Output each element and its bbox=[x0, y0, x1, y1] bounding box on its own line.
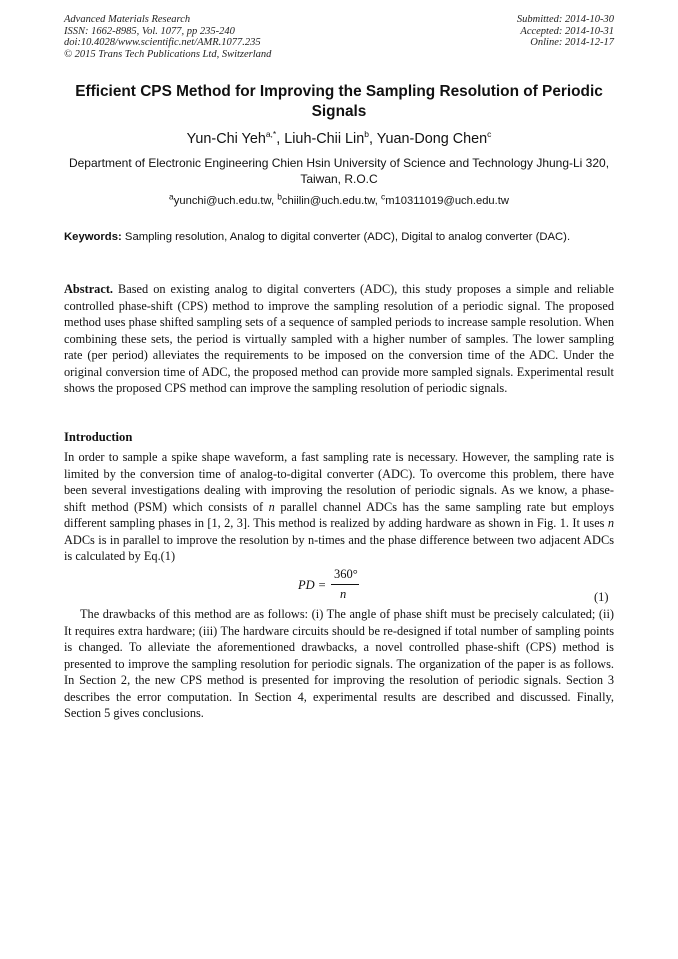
submitted-date: Submitted: 2014-10-30 bbox=[516, 14, 614, 25]
keywords-block bbox=[64, 230, 614, 245]
author-affiliation-mark: c bbox=[487, 129, 492, 140]
email-address: yunchi@uch.edu.tw bbox=[173, 195, 271, 207]
online-date: Online: 2014-12-17 bbox=[530, 37, 614, 49]
author-affiliation-mark: a,* bbox=[265, 129, 277, 140]
author-name: Liuh-Chii Lin bbox=[284, 131, 365, 147]
email-separator: , bbox=[270, 195, 278, 207]
equation-number: (1) bbox=[594, 590, 609, 604]
intro-paragraph-2: The drawbacks of this method are as follows: (i) The angle of phase shift must be precisely calculated; (ii) It requires extra hardware; (iii) The hardware circuits should be re-designed if total number of sampling points is changed. To alleviate the aforementioned drawbacks, a novel controlled phase-shift (CPS) method is presented to improve the sampling resolution for periodic signals. The organization of the paper is as follows. In Section 2, the new CPS method is presented for improving the resolution of periodic signals. Section 3 describes the error computation. In Section 4, experimental results are described and discussed. Finally, Section 5 gives conclusions. bbox=[64, 607, 614, 720]
intro-text: parallel channel ADCs has the same sampling rate but employs different sampling phases in [1, 2, 3]. This method is realized by adding hardware as shown in Fig. 1. It uses bbox=[64, 499, 614, 530]
italic-variable: n bbox=[607, 516, 614, 530]
email-mark: b bbox=[277, 191, 282, 202]
intro-text: ADCs is in parallel to improve the resolution by n-times and the phase difference between two adjacent ADCs is calculated by Eq.(1) bbox=[64, 532, 614, 563]
abstract-block bbox=[64, 281, 614, 397]
author-list bbox=[54, 130, 624, 148]
fraction-bar bbox=[331, 584, 359, 585]
issn-line: ISSN: 1662-8985, Vol. 1077, pp 235-240 bbox=[64, 25, 235, 37]
equation-numerator: 360° bbox=[334, 567, 358, 581]
email-address: m10311019@uch.edu.tw bbox=[385, 195, 509, 207]
author-separator: , bbox=[276, 131, 285, 147]
section-heading: Introduction bbox=[64, 430, 133, 444]
email-separator: , bbox=[374, 195, 381, 207]
paper-title: Efficient CPS Method for Improving the Sampling Resolution of Periodic Signals bbox=[75, 83, 603, 120]
doi-line: doi:10.4028/www.scientific.net/AMR.1077.235 bbox=[64, 37, 261, 49]
keywords-text: Sampling resolution, Analog to digital converter (ADC), Digital to analog converter (DAC). bbox=[124, 231, 571, 243]
intro-paragraph-1 bbox=[64, 449, 614, 565]
abstract-label: Abstract. bbox=[64, 282, 114, 296]
author-name: Yuan-Dong Chen bbox=[376, 131, 488, 147]
journal-header bbox=[64, 14, 271, 60]
intro-text: In order to sample a spike shape waveform, a fast sampling rate is necessary. However, the sampling rate is limited by the conversion time of analog-to-digital converter (ADC). To overcome this problem, there have been several investigations dealing with improving the resolution of periodic signals. As we know, a phase-shift method (PSM) which consists of bbox=[64, 450, 614, 514]
equation-denominator: n bbox=[340, 587, 347, 601]
email-address: chiilin@uch.edu.tw bbox=[281, 195, 375, 207]
email-mark: a bbox=[169, 191, 174, 202]
journal-name: Advanced Materials Research bbox=[64, 14, 191, 25]
keywords-label: Keywords: bbox=[64, 231, 122, 243]
italic-variable: n bbox=[268, 499, 275, 514]
author-separator: , bbox=[368, 131, 377, 147]
affiliation: Department of Electronic Engineering Chien Hsin University of Science and Technology Jhung-Li 320, Taiwan, R.O.C bbox=[68, 156, 610, 186]
copyright-line: © 2015 Trans Tech Publications Ltd, Switzerland bbox=[64, 48, 272, 60]
author-affiliation-mark: b bbox=[364, 129, 369, 140]
equation-lhs: PD = bbox=[298, 578, 327, 592]
dates-header bbox=[517, 14, 614, 49]
abstract-text: Based on existing analog to digital converters (ADC), this study proposes a simple and reliable controlled phase-shift (CPS) method to improve the sampling resolution of a periodic signal. The proposed method uses phase shifted sampling sets of a sequence of sampled periods to increase sample resolution. When combining these sets, the period is virtually sampled with a higher number of samples. The lower sampling rate (per period) alleviates the requirements to be imposed on the conversion time of the ADC. Under the original conversion time of ADC, the proposed method can provide more sampled signals. Experimental result shows the proposed CPS method can improve the sampling resolution of periodic signals. bbox=[64, 282, 614, 395]
email-list bbox=[54, 191, 624, 208]
author-name: Yun-Chi Yeh bbox=[186, 131, 266, 147]
accepted-date: Accepted: 2014-10-31 bbox=[520, 25, 614, 37]
email-mark: c bbox=[380, 191, 386, 202]
